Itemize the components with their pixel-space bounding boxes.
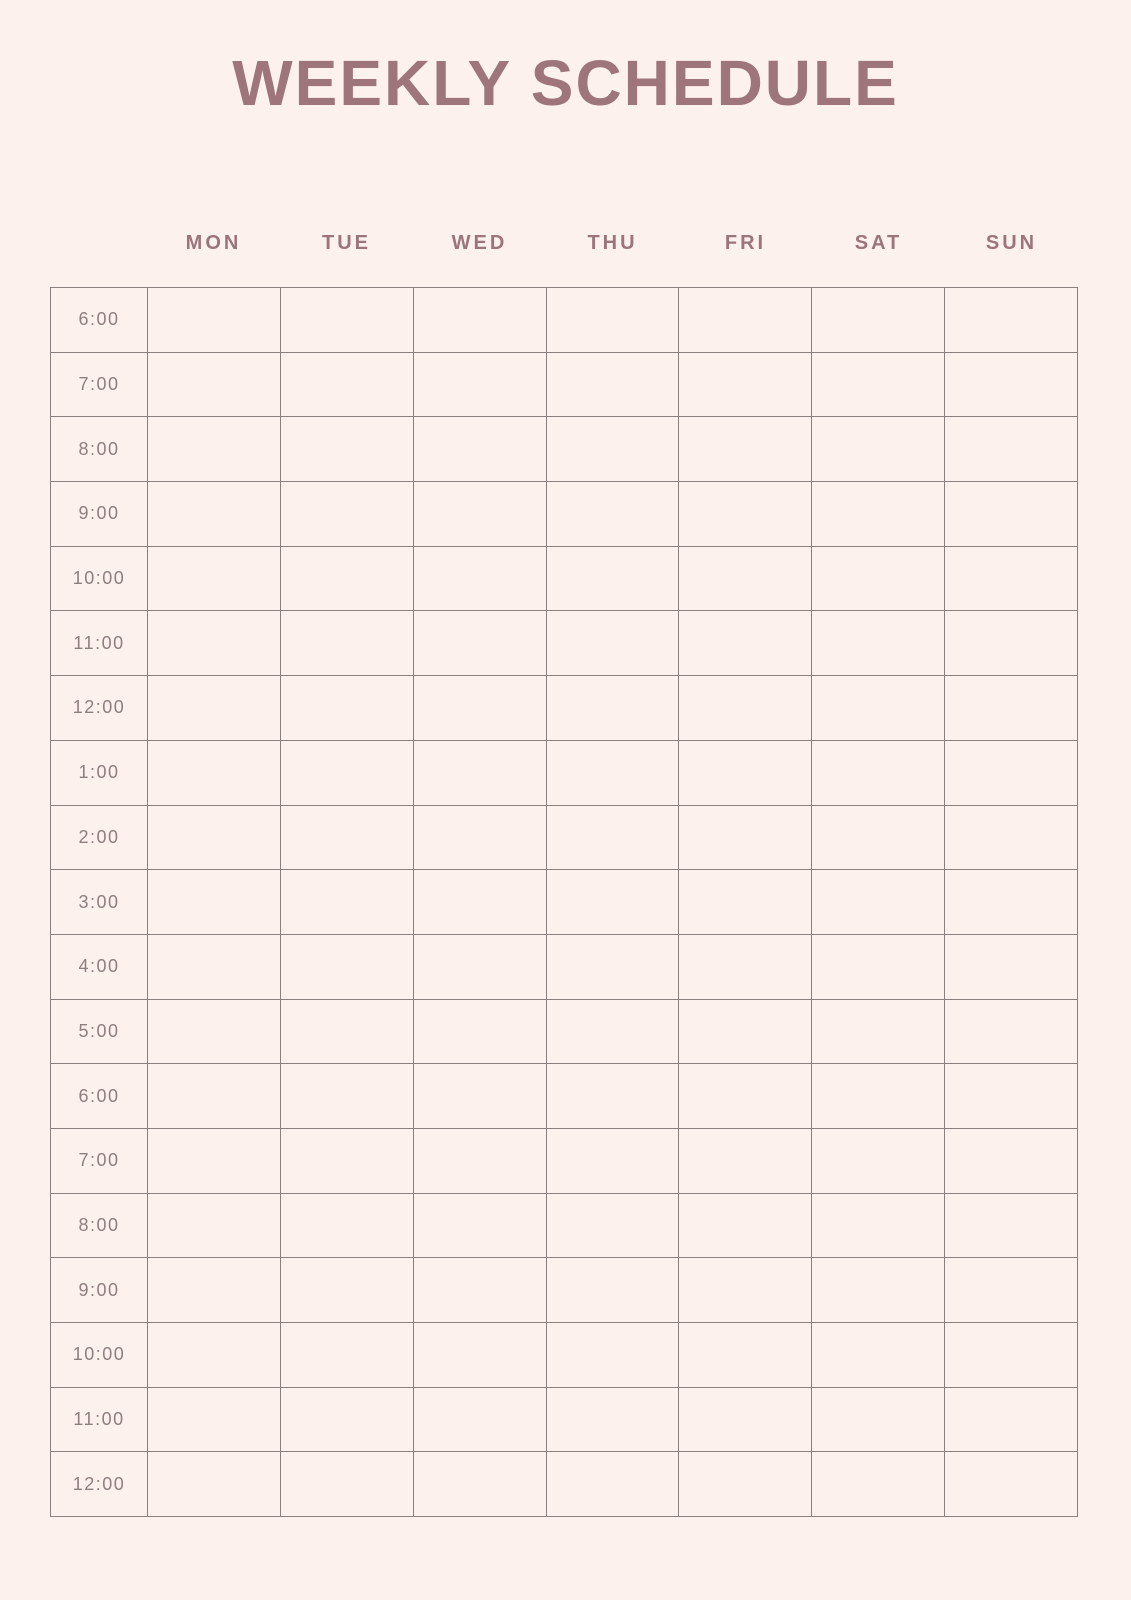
schedule-cell [413, 1387, 546, 1452]
schedule-cell [413, 611, 546, 676]
time-label: 6:00 [51, 1064, 148, 1129]
schedule-cell [280, 546, 413, 611]
schedule-cell [546, 482, 679, 547]
schedule-cell [413, 1323, 546, 1388]
schedule-cell [945, 352, 1078, 417]
schedule-cell [679, 805, 812, 870]
schedule-cell [546, 1452, 679, 1517]
schedule-cell [812, 1387, 945, 1452]
schedule-cell [148, 611, 281, 676]
schedule-cell [679, 676, 812, 741]
schedule-cell [280, 1323, 413, 1388]
schedule-cell [679, 352, 812, 417]
schedule-cell [546, 740, 679, 805]
schedule-cell [280, 999, 413, 1064]
schedule-cell [679, 1387, 812, 1452]
schedule-cell [413, 1452, 546, 1517]
schedule-cell [812, 999, 945, 1064]
schedule-cell [546, 676, 679, 741]
time-label: 9:00 [51, 482, 148, 547]
schedule-cell [812, 870, 945, 935]
schedule-cell [945, 999, 1078, 1064]
schedule-cell [148, 676, 281, 741]
table-row [51, 999, 1078, 1064]
schedule-cell [148, 1128, 281, 1193]
schedule-cell [812, 1128, 945, 1193]
schedule-cell [413, 1258, 546, 1323]
schedule-cell [148, 870, 281, 935]
time-label: 4:00 [51, 934, 148, 999]
schedule-cell [148, 1452, 281, 1517]
time-label: 12:00 [51, 1452, 148, 1517]
schedule-cell [812, 546, 945, 611]
schedule-cell [280, 805, 413, 870]
schedule-cell [546, 611, 679, 676]
schedule-cell [148, 352, 281, 417]
day-header-row [50, 232, 1078, 255]
table-row [51, 1193, 1078, 1258]
schedule-cell [413, 352, 546, 417]
table-row [51, 288, 1078, 353]
schedule-cell [679, 870, 812, 935]
schedule-cell [546, 417, 679, 482]
schedule-cell [812, 482, 945, 547]
schedule-cell [546, 999, 679, 1064]
schedule-cell [413, 288, 546, 353]
schedule-cell [679, 999, 812, 1064]
schedule-cell [546, 1064, 679, 1129]
time-label: 10:00 [51, 546, 148, 611]
schedule-cell [945, 611, 1078, 676]
schedule-cell [812, 740, 945, 805]
schedule-table [50, 287, 1078, 1517]
schedule-cell [280, 740, 413, 805]
schedule-cell [280, 352, 413, 417]
schedule-cell [679, 417, 812, 482]
schedule-cell [148, 1258, 281, 1323]
schedule-cell [679, 934, 812, 999]
schedule-cell [945, 1323, 1078, 1388]
day-header: WED [451, 232, 508, 254]
schedule-cell [546, 352, 679, 417]
time-label: 3:00 [51, 870, 148, 935]
schedule-cell [679, 740, 812, 805]
schedule-cell [812, 934, 945, 999]
table-row [51, 934, 1078, 999]
table-row [51, 1258, 1078, 1323]
schedule-cell [413, 805, 546, 870]
schedule-cell [679, 1323, 812, 1388]
schedule-cell [812, 417, 945, 482]
schedule-cell [812, 1258, 945, 1323]
schedule-cell [812, 805, 945, 870]
time-label: 7:00 [51, 352, 148, 417]
table-row [51, 676, 1078, 741]
schedule-cell [812, 1193, 945, 1258]
schedule-cell [945, 1193, 1078, 1258]
schedule-cell [148, 546, 281, 611]
time-label: 8:00 [51, 417, 148, 482]
schedule-cell [148, 999, 281, 1064]
schedule-cell [812, 611, 945, 676]
day-header: FRI [724, 232, 767, 254]
table-row [51, 352, 1078, 417]
schedule-cell [148, 1387, 281, 1452]
schedule-cell [148, 740, 281, 805]
schedule-cell [546, 1128, 679, 1193]
schedule-cell [679, 1452, 812, 1517]
schedule-cell [945, 1452, 1078, 1517]
schedule-cell [812, 1452, 945, 1517]
schedule-cell [280, 288, 413, 353]
schedule-cell [812, 1323, 945, 1388]
schedule-cell [148, 1323, 281, 1388]
schedule-cell [546, 288, 679, 353]
time-label: 1:00 [51, 740, 148, 805]
schedule-cell [280, 417, 413, 482]
schedule-cell [679, 1064, 812, 1129]
schedule-cell [679, 1258, 812, 1323]
table-row [51, 1452, 1078, 1517]
schedule-cell [546, 1193, 679, 1258]
day-header: SUN [985, 232, 1038, 254]
schedule-cell [413, 740, 546, 805]
schedule-cell [546, 546, 679, 611]
schedule-cell [945, 482, 1078, 547]
table-row [51, 870, 1078, 935]
schedule-cell [148, 1064, 281, 1129]
schedule-cell [546, 870, 679, 935]
schedule-cell [413, 999, 546, 1064]
schedule-cell [280, 1387, 413, 1452]
schedule-body [51, 288, 1078, 1517]
table-row [51, 611, 1078, 676]
schedule-cell [945, 740, 1078, 805]
table-row [51, 1387, 1078, 1452]
schedule-cell [546, 805, 679, 870]
schedule-cell [945, 546, 1078, 611]
schedule-cell [945, 1064, 1078, 1129]
page-title: WEEKLY SCHEDULE [232, 47, 899, 119]
schedule-cell [148, 482, 281, 547]
schedule-cell [148, 288, 281, 353]
schedule-cell [679, 288, 812, 353]
schedule-cell [546, 934, 679, 999]
table-row [51, 417, 1078, 482]
table-row [51, 546, 1078, 611]
schedule-cell [546, 1258, 679, 1323]
schedule-cell [413, 934, 546, 999]
schedule-cell [413, 1064, 546, 1129]
day-header: THU [587, 232, 638, 254]
schedule-cell [812, 1064, 945, 1129]
schedule-cell [679, 1128, 812, 1193]
time-label: 7:00 [51, 1128, 148, 1193]
time-label: 5:00 [51, 999, 148, 1064]
schedule-cell [413, 870, 546, 935]
day-header: TUE [322, 232, 371, 254]
schedule-cell [945, 1387, 1078, 1452]
schedule-cell [148, 805, 281, 870]
schedule-cell [413, 417, 546, 482]
day-header: MON [185, 232, 242, 254]
table-row [51, 740, 1078, 805]
schedule-cell [945, 1128, 1078, 1193]
schedule-cell [148, 1193, 281, 1258]
table-row [51, 1323, 1078, 1388]
schedule-cell [280, 934, 413, 999]
schedule-cell [546, 1387, 679, 1452]
table-row [51, 1064, 1078, 1129]
schedule-cell [679, 611, 812, 676]
day-headers [147, 232, 1078, 255]
schedule-cell [812, 288, 945, 353]
schedule-cell [280, 1128, 413, 1193]
time-label: 11:00 [51, 611, 148, 676]
schedule-cell [413, 482, 546, 547]
table-row [51, 805, 1078, 870]
schedule-cell [812, 352, 945, 417]
schedule-cell [945, 1258, 1078, 1323]
schedule-cell [280, 482, 413, 547]
schedule-cell [679, 482, 812, 547]
schedule-cell [945, 417, 1078, 482]
schedule-cell [280, 611, 413, 676]
schedule-cell [280, 676, 413, 741]
schedule-cell [280, 1258, 413, 1323]
schedule-cell [546, 1323, 679, 1388]
schedule-cell [148, 934, 281, 999]
schedule-cell [945, 676, 1078, 741]
schedule-cell [945, 288, 1078, 353]
schedule-cell [679, 1193, 812, 1258]
schedule-cell [679, 546, 812, 611]
time-label: 9:00 [51, 1258, 148, 1323]
schedule-cell [945, 870, 1078, 935]
time-label: 12:00 [51, 676, 148, 741]
schedule-cell [280, 1193, 413, 1258]
schedule-cell [280, 1064, 413, 1129]
schedule-cell [413, 676, 546, 741]
schedule-cell [413, 1128, 546, 1193]
time-label: 10:00 [51, 1323, 148, 1388]
schedule-cell [148, 417, 281, 482]
schedule-cell [413, 1193, 546, 1258]
schedule-cell [413, 546, 546, 611]
table-row [51, 1128, 1078, 1193]
schedule-cell [945, 934, 1078, 999]
schedule-cell [280, 870, 413, 935]
time-label: 8:00 [51, 1193, 148, 1258]
table-row [51, 482, 1078, 547]
time-label: 11:00 [51, 1387, 148, 1452]
day-header: SAT [854, 232, 903, 254]
schedule-cell [812, 676, 945, 741]
schedule-cell [280, 1452, 413, 1517]
schedule-cell [945, 805, 1078, 870]
time-label: 2:00 [51, 805, 148, 870]
time-label: 6:00 [51, 288, 148, 353]
